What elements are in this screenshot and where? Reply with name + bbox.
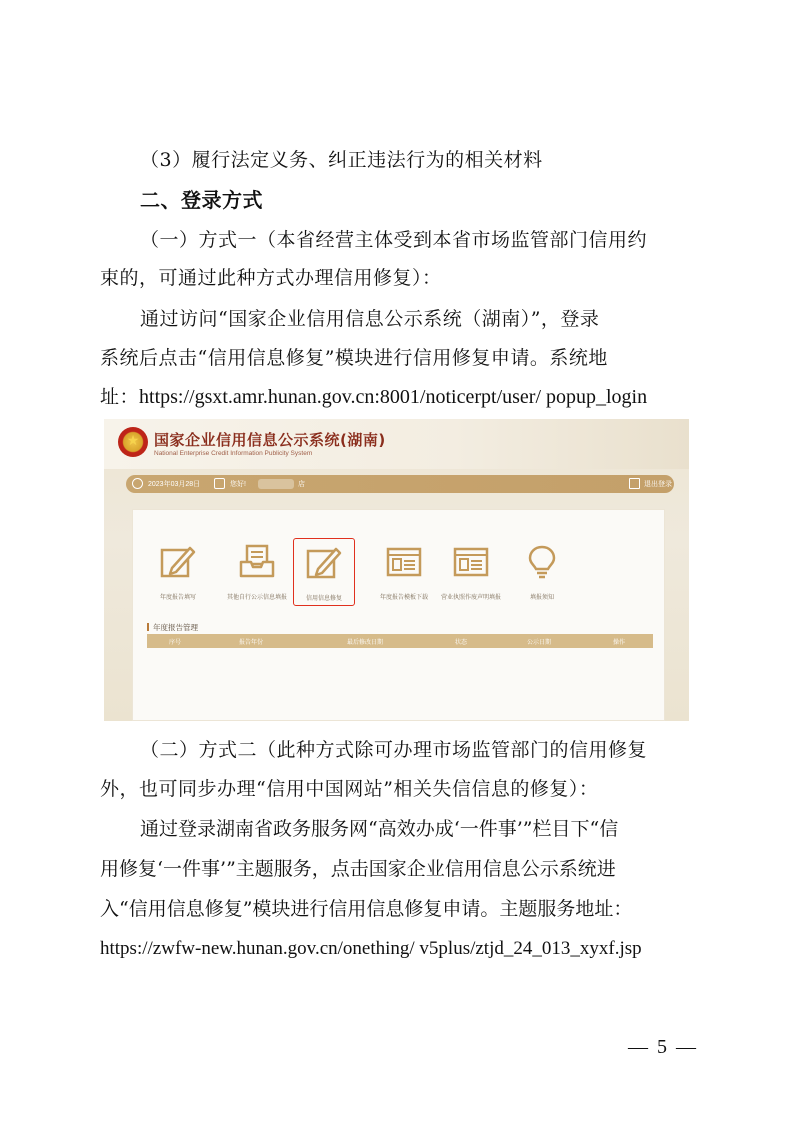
module-annual-report[interactable]: [143, 544, 213, 601]
user-icon: [214, 478, 225, 489]
system-screenshot: [104, 419, 689, 721]
module-license-void[interactable]: [436, 544, 506, 601]
module-label: 信用信息修复: [305, 596, 342, 602]
current-date: 2023年03月28日: [148, 481, 201, 488]
system-address-url[interactable]: https://gsxt.amr.hunan.gov.cn:8001/noticerpt/user/ popup_login: [139, 386, 648, 408]
redacted-name: [258, 479, 294, 489]
greeting-start: 您好!: [230, 481, 246, 488]
edit-icon: [160, 544, 196, 580]
col-index: 序号: [169, 640, 182, 646]
paragraph-method-1-line-2: 束的，可通过此种方式办理信用修复）：: [100, 267, 442, 289]
inbox-icon: [239, 544, 275, 580]
logout-link[interactable]: 退出登录: [644, 481, 672, 488]
module-label: 年度报告填写: [159, 595, 196, 601]
section-heading-login-methods: 二、登录方式: [140, 188, 263, 212]
report-table-header: [147, 634, 653, 648]
clock-icon: [132, 478, 143, 489]
col-actions: 操作: [613, 640, 626, 646]
paragraph-material-3: （3）履行法定义务、纠正违法行为的相关材料: [140, 149, 543, 171]
logout-icon[interactable]: [629, 478, 640, 489]
module-label: 营业执照作废声明填报: [440, 595, 501, 601]
screenshot-header: [104, 419, 689, 469]
paragraph-portal-line-3: 入“信用信息修复”模块进行信用信息修复申请。主题服务地址：: [100, 898, 633, 920]
page-number: — 5 —: [628, 1036, 698, 1058]
col-publish-date: 公示日期: [527, 640, 552, 646]
edit-icon: [306, 545, 342, 581]
paragraph-access-line-2: 系统后点击“信用信息修复”模块进行信用修复申请。系统地: [100, 347, 608, 369]
paragraph-access-line-3: [100, 383, 647, 411]
address-label: 址：: [100, 386, 140, 408]
module-label: 年度报告模板下载: [379, 595, 428, 601]
module-credit-repair[interactable]: [293, 538, 355, 606]
national-emblem-icon: ★: [118, 427, 148, 457]
module-label: 填报须知: [529, 595, 554, 601]
site-subtitle: National Enterprise Credit Information Publicity System: [154, 450, 313, 457]
paragraph-portal-line-2: 用修复‘一件事’”主题服务，点击国家企业信用信息公示系统进: [100, 858, 616, 880]
module-other-disclosure[interactable]: [222, 544, 292, 601]
paragraph-access-line-1: 通过访问“国家企业信用信息公示系统（湖南）”，登录: [140, 308, 600, 330]
document-list-icon: [453, 544, 489, 580]
site-title: 国家企业信用信息公示系统(湖南): [154, 431, 386, 449]
greeting-end: 店: [298, 481, 305, 488]
paragraph-method-2-line-2: 外，也可同步办理“信用中国网站”相关失信信息的修复）：: [100, 778, 599, 800]
theme-service-url[interactable]: https://zwfw-new.hunan.gov.cn/onething/ v5plus/ztjd_24_013_xyxf.jsp: [100, 938, 642, 959]
annual-report-management-title: 年度报告管理: [147, 622, 198, 633]
col-last-modified: 最后修改日期: [347, 640, 384, 646]
module-filing-notice[interactable]: [507, 544, 577, 601]
document-list-icon: [386, 544, 422, 580]
lightbulb-icon: [524, 544, 560, 580]
col-report-year: 报告年份: [239, 640, 264, 646]
col-status: 状态: [455, 640, 468, 646]
module-label: 其他自行公示信息填报: [226, 595, 287, 601]
paragraph-method-2-line-1: （二）方式二（此种方式除可办理市场监管部门的信用修复: [140, 739, 648, 761]
dashboard-panel: [132, 509, 665, 721]
paragraph-method-1-line-1: （一）方式一（本省经营主体受到本省市场监管部门信用约: [140, 229, 648, 251]
user-info-bar: [126, 475, 674, 493]
module-template-download[interactable]: [369, 544, 439, 601]
paragraph-portal-line-1: 通过登录湖南省政务服务网“高效办成‘一件事’”栏目下“信: [140, 818, 619, 840]
